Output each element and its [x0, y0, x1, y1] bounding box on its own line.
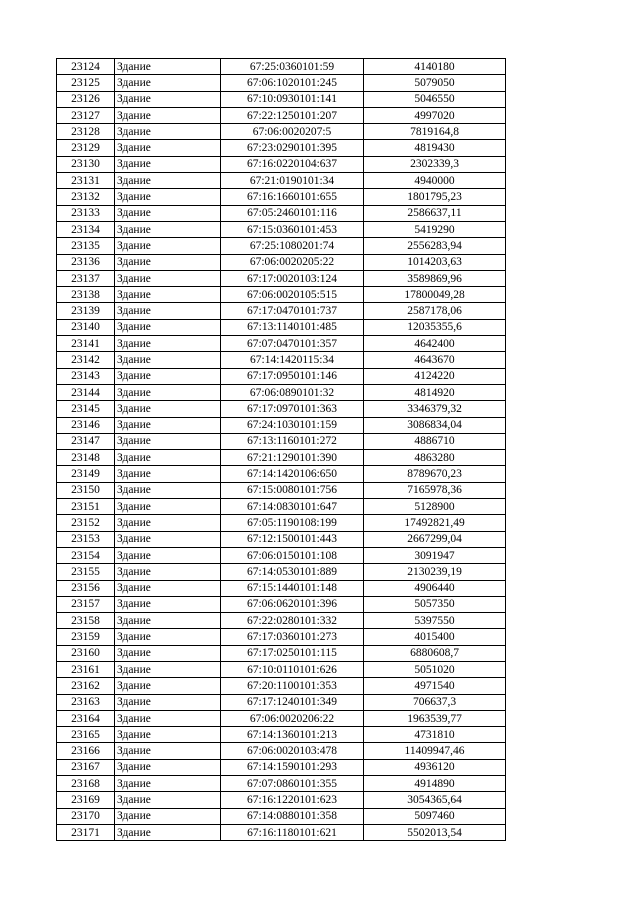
object-type-cell: Здание — [115, 368, 221, 384]
cadastral-number-cell: 67:15:0080101:756 — [221, 482, 364, 498]
object-type-cell: Здание — [115, 75, 221, 91]
cadastral-value-cell: 3091947 — [364, 547, 506, 563]
row-number-cell: 23136 — [57, 254, 115, 270]
row-number-cell: 23125 — [57, 75, 115, 91]
row-number-cell: 23156 — [57, 580, 115, 596]
object-type-cell: Здание — [115, 401, 221, 417]
cadastral-value-cell: 4971540 — [364, 678, 506, 694]
cadastral-value-cell: 3086834,04 — [364, 417, 506, 433]
table-row — [57, 564, 506, 580]
object-type-cell: Здание — [115, 238, 221, 254]
cadastral-number-cell: 67:14:0830101:647 — [221, 499, 364, 515]
table-row — [57, 156, 506, 172]
row-number-cell: 23169 — [57, 792, 115, 808]
table-body — [57, 59, 506, 841]
object-type-cell: Здание — [115, 417, 221, 433]
object-type-cell: Здание — [115, 531, 221, 547]
table-row — [57, 645, 506, 661]
cadastral-value-cell: 5046550 — [364, 91, 506, 107]
row-number-cell: 23171 — [57, 824, 115, 840]
table-row — [57, 776, 506, 792]
object-type-cell: Здание — [115, 613, 221, 629]
cadastral-value-cell: 5051020 — [364, 661, 506, 677]
row-number-cell: 23133 — [57, 205, 115, 221]
row-number-cell: 23141 — [57, 336, 115, 352]
cadastral-number-cell: 67:10:0110101:626 — [221, 661, 364, 677]
row-number-cell: 23140 — [57, 319, 115, 335]
object-type-cell: Здание — [115, 433, 221, 449]
cadastral-value-cell: 4642400 — [364, 336, 506, 352]
object-type-cell: Здание — [115, 384, 221, 400]
cadastral-value-cell: 4015400 — [364, 629, 506, 645]
row-number-cell: 23147 — [57, 433, 115, 449]
object-type-cell: Здание — [115, 450, 221, 466]
object-type-cell: Здание — [115, 352, 221, 368]
row-number-cell: 23129 — [57, 140, 115, 156]
cadastral-number-cell: 67:16:1180101:621 — [221, 824, 364, 840]
table-row — [57, 107, 506, 123]
cadastral-value-table — [56, 58, 506, 841]
object-type-cell: Здание — [115, 710, 221, 726]
object-type-cell: Здание — [115, 499, 221, 515]
cadastral-value-cell: 12035355,6 — [364, 319, 506, 335]
object-type-cell: Здание — [115, 808, 221, 824]
table-row — [57, 710, 506, 726]
cadastral-value-cell: 2130239,19 — [364, 564, 506, 580]
row-number-cell: 23131 — [57, 173, 115, 189]
cadastral-value-cell: 706637,3 — [364, 694, 506, 710]
row-number-cell: 23149 — [57, 466, 115, 482]
object-type-cell: Здание — [115, 629, 221, 645]
cadastral-number-cell: 67:07:0470101:357 — [221, 336, 364, 352]
cadastral-number-cell: 67:14:1360101:213 — [221, 727, 364, 743]
cadastral-number-cell: 67:13:1140101:485 — [221, 319, 364, 335]
object-type-cell: Здание — [115, 336, 221, 352]
object-type-cell: Здание — [115, 287, 221, 303]
row-number-cell: 23157 — [57, 596, 115, 612]
object-type-cell: Здание — [115, 515, 221, 531]
cadastral-number-cell: 67:13:1160101:272 — [221, 433, 364, 449]
cadastral-value-cell: 5419290 — [364, 221, 506, 237]
cadastral-number-cell: 67:17:0470101:737 — [221, 303, 364, 319]
cadastral-number-cell: 67:06:0020205:22 — [221, 254, 364, 270]
row-number-cell: 23152 — [57, 515, 115, 531]
row-number-cell: 23151 — [57, 499, 115, 515]
table-row — [57, 287, 506, 303]
object-type-cell: Здание — [115, 727, 221, 743]
cadastral-number-cell: 67:06:0150101:108 — [221, 547, 364, 563]
cadastral-number-cell: 67:05:1190108:199 — [221, 515, 364, 531]
cadastral-number-cell: 67:14:0530101:889 — [221, 564, 364, 580]
cadastral-value-cell: 4886710 — [364, 433, 506, 449]
cadastral-number-cell: 67:06:0620101:396 — [221, 596, 364, 612]
row-number-cell: 23124 — [57, 59, 115, 75]
cadastral-number-cell: 67:15:0360101:453 — [221, 221, 364, 237]
object-type-cell: Здание — [115, 140, 221, 156]
cadastral-value-cell: 17800049,28 — [364, 287, 506, 303]
object-type-cell: Здание — [115, 580, 221, 596]
table-row — [57, 792, 506, 808]
table-row — [57, 336, 506, 352]
table-row — [57, 221, 506, 237]
table-row — [57, 759, 506, 775]
cadastral-value-cell: 5057350 — [364, 596, 506, 612]
cadastral-number-cell: 67:16:0220104:637 — [221, 156, 364, 172]
row-number-cell: 23148 — [57, 450, 115, 466]
table-row — [57, 75, 506, 91]
row-number-cell: 23161 — [57, 661, 115, 677]
row-number-cell: 23158 — [57, 613, 115, 629]
row-number-cell: 23138 — [57, 287, 115, 303]
object-type-cell: Здание — [115, 564, 221, 580]
table-row — [57, 808, 506, 824]
object-type-cell: Здание — [115, 743, 221, 759]
object-type-cell: Здание — [115, 59, 221, 75]
cadastral-number-cell: 67:06:1020101:245 — [221, 75, 364, 91]
row-number-cell: 23154 — [57, 547, 115, 563]
table-row — [57, 319, 506, 335]
table-row — [57, 515, 506, 531]
object-type-cell: Здание — [115, 270, 221, 286]
cadastral-value-cell: 1014203,63 — [364, 254, 506, 270]
table-row — [57, 303, 506, 319]
cadastral-value-cell: 5079050 — [364, 75, 506, 91]
table-row — [57, 531, 506, 547]
object-type-cell: Здание — [115, 596, 221, 612]
cadastral-value-cell: 11409947,46 — [364, 743, 506, 759]
cadastral-value-cell: 4124220 — [364, 368, 506, 384]
cadastral-number-cell: 67:07:0860101:355 — [221, 776, 364, 792]
row-number-cell: 23144 — [57, 384, 115, 400]
cadastral-number-cell: 67:16:1660101:655 — [221, 189, 364, 205]
row-number-cell: 23135 — [57, 238, 115, 254]
cadastral-value-cell: 4819430 — [364, 140, 506, 156]
cadastral-number-cell: 67:14:1420115:34 — [221, 352, 364, 368]
cadastral-number-cell: 67:22:0280101:332 — [221, 613, 364, 629]
object-type-cell: Здание — [115, 205, 221, 221]
row-number-cell: 23168 — [57, 776, 115, 792]
row-number-cell: 23134 — [57, 221, 115, 237]
cadastral-value-cell: 4140180 — [364, 59, 506, 75]
cadastral-value-cell: 3346379,32 — [364, 401, 506, 417]
table-row — [57, 596, 506, 612]
table-row — [57, 466, 506, 482]
object-type-cell: Здание — [115, 107, 221, 123]
object-type-cell: Здание — [115, 173, 221, 189]
object-type-cell: Здание — [115, 645, 221, 661]
object-type-cell: Здание — [115, 661, 221, 677]
table-row — [57, 678, 506, 694]
table-row — [57, 580, 506, 596]
cadastral-value-cell: 7165978,36 — [364, 482, 506, 498]
row-number-cell: 23170 — [57, 808, 115, 824]
object-type-cell: Здание — [115, 466, 221, 482]
row-number-cell: 23146 — [57, 417, 115, 433]
cadastral-value-cell: 1801795,23 — [364, 189, 506, 205]
cadastral-number-cell: 67:14:0880101:358 — [221, 808, 364, 824]
row-number-cell: 23137 — [57, 270, 115, 286]
cadastral-number-cell: 67:20:1100101:353 — [221, 678, 364, 694]
row-number-cell: 23132 — [57, 189, 115, 205]
object-type-cell: Здание — [115, 759, 221, 775]
table-row — [57, 401, 506, 417]
table-row — [57, 189, 506, 205]
table-row — [57, 352, 506, 368]
row-number-cell: 23162 — [57, 678, 115, 694]
object-type-cell: Здание — [115, 254, 221, 270]
cadastral-value-cell: 5397550 — [364, 613, 506, 629]
object-type-cell: Здание — [115, 189, 221, 205]
cadastral-value-cell: 2302339,3 — [364, 156, 506, 172]
cadastral-value-cell: 1963539,77 — [364, 710, 506, 726]
row-number-cell: 23160 — [57, 645, 115, 661]
table-row — [57, 824, 506, 840]
cadastral-value-cell: 3589869,96 — [364, 270, 506, 286]
cadastral-value-cell: 4936120 — [364, 759, 506, 775]
object-type-cell: Здание — [115, 694, 221, 710]
cadastral-number-cell: 67:10:0930101:141 — [221, 91, 364, 107]
cadastral-value-cell: 4731810 — [364, 727, 506, 743]
cadastral-number-cell: 67:14:1420106:650 — [221, 466, 364, 482]
cadastral-number-cell: 67:06:0020103:478 — [221, 743, 364, 759]
table-row — [57, 59, 506, 75]
cadastral-number-cell: 67:16:1220101:623 — [221, 792, 364, 808]
cadastral-number-cell: 67:15:1440101:148 — [221, 580, 364, 596]
cadastral-value-cell: 4997020 — [364, 107, 506, 123]
row-number-cell: 23145 — [57, 401, 115, 417]
row-number-cell: 23163 — [57, 694, 115, 710]
cadastral-value-cell: 2587178,06 — [364, 303, 506, 319]
row-number-cell: 23155 — [57, 564, 115, 580]
row-number-cell: 23159 — [57, 629, 115, 645]
cadastral-value-cell: 4940000 — [364, 173, 506, 189]
cadastral-value-cell: 2586637,11 — [364, 205, 506, 221]
cadastral-value-cell: 4863280 — [364, 450, 506, 466]
cadastral-value-cell: 5128900 — [364, 499, 506, 515]
table-row — [57, 613, 506, 629]
table-row — [57, 482, 506, 498]
cadastral-number-cell: 67:22:1250101:207 — [221, 107, 364, 123]
table-row — [57, 629, 506, 645]
cadastral-number-cell: 67:17:1240101:349 — [221, 694, 364, 710]
cadastral-number-cell: 67:25:0360101:59 — [221, 59, 364, 75]
table-row — [57, 743, 506, 759]
cadastral-value-cell: 4643670 — [364, 352, 506, 368]
table-row — [57, 254, 506, 270]
table-row — [57, 433, 506, 449]
object-type-cell: Здание — [115, 91, 221, 107]
table-row — [57, 499, 506, 515]
cadastral-number-cell: 67:23:0290101:395 — [221, 140, 364, 156]
object-type-cell: Здание — [115, 792, 221, 808]
object-type-cell: Здание — [115, 776, 221, 792]
cadastral-number-cell: 67:17:0250101:115 — [221, 645, 364, 661]
row-number-cell: 23142 — [57, 352, 115, 368]
cadastral-value-cell: 2556283,94 — [364, 238, 506, 254]
row-number-cell: 23128 — [57, 124, 115, 140]
table-row — [57, 450, 506, 466]
table-row — [57, 140, 506, 156]
object-type-cell: Здание — [115, 124, 221, 140]
cadastral-number-cell: 67:05:2460101:116 — [221, 205, 364, 221]
row-number-cell: 23166 — [57, 743, 115, 759]
table-row — [57, 547, 506, 563]
cadastral-value-cell: 6880608,7 — [364, 645, 506, 661]
cadastral-value-cell: 8789670,23 — [364, 466, 506, 482]
row-number-cell: 23126 — [57, 91, 115, 107]
cadastral-number-cell: 67:17:0360101:273 — [221, 629, 364, 645]
table-row — [57, 238, 506, 254]
object-type-cell: Здание — [115, 303, 221, 319]
row-number-cell: 23164 — [57, 710, 115, 726]
table-row — [57, 205, 506, 221]
object-type-cell: Здание — [115, 824, 221, 840]
cadastral-number-cell: 67:17:0020103:124 — [221, 270, 364, 286]
table-row — [57, 694, 506, 710]
cadastral-number-cell: 67:25:1080201:74 — [221, 238, 364, 254]
row-number-cell: 23153 — [57, 531, 115, 547]
cadastral-number-cell: 67:14:1590101:293 — [221, 759, 364, 775]
table-row — [57, 124, 506, 140]
cadastral-number-cell: 67:06:0020207:5 — [221, 124, 364, 140]
table-row — [57, 727, 506, 743]
cadastral-value-cell: 4814920 — [364, 384, 506, 400]
object-type-cell: Здание — [115, 156, 221, 172]
object-type-cell: Здание — [115, 547, 221, 563]
cadastral-number-cell: 67:06:0890101:32 — [221, 384, 364, 400]
cadastral-value-cell: 4914890 — [364, 776, 506, 792]
table-row — [57, 91, 506, 107]
row-number-cell: 23127 — [57, 107, 115, 123]
cadastral-number-cell: 67:21:1290101:390 — [221, 450, 364, 466]
cadastral-number-cell: 67:24:1030101:159 — [221, 417, 364, 433]
cadastral-number-cell: 67:06:0020105:515 — [221, 287, 364, 303]
cadastral-value-cell: 4906440 — [364, 580, 506, 596]
object-type-cell: Здание — [115, 678, 221, 694]
object-type-cell: Здание — [115, 482, 221, 498]
cadastral-value-cell: 2667299,04 — [364, 531, 506, 547]
table-row — [57, 417, 506, 433]
object-type-cell: Здание — [115, 221, 221, 237]
cadastral-number-cell: 67:12:1500101:443 — [221, 531, 364, 547]
row-number-cell: 23167 — [57, 759, 115, 775]
row-number-cell: 23139 — [57, 303, 115, 319]
cadastral-number-cell: 67:17:0950101:146 — [221, 368, 364, 384]
cadastral-value-cell: 7819164,8 — [364, 124, 506, 140]
table-row — [57, 661, 506, 677]
cadastral-value-cell: 5502013,54 — [364, 824, 506, 840]
row-number-cell: 23165 — [57, 727, 115, 743]
cadastral-value-cell: 5097460 — [364, 808, 506, 824]
row-number-cell: 23143 — [57, 368, 115, 384]
row-number-cell: 23150 — [57, 482, 115, 498]
cadastral-number-cell: 67:21:0190101:34 — [221, 173, 364, 189]
table-row — [57, 173, 506, 189]
table-row — [57, 270, 506, 286]
cadastral-number-cell: 67:06:0020206:22 — [221, 710, 364, 726]
row-number-cell: 23130 — [57, 156, 115, 172]
cadastral-number-cell: 67:17:0970101:363 — [221, 401, 364, 417]
cadastral-value-cell: 3054365,64 — [364, 792, 506, 808]
cadastral-value-cell: 17492821,49 — [364, 515, 506, 531]
table-row — [57, 384, 506, 400]
object-type-cell: Здание — [115, 319, 221, 335]
table-row — [57, 368, 506, 384]
